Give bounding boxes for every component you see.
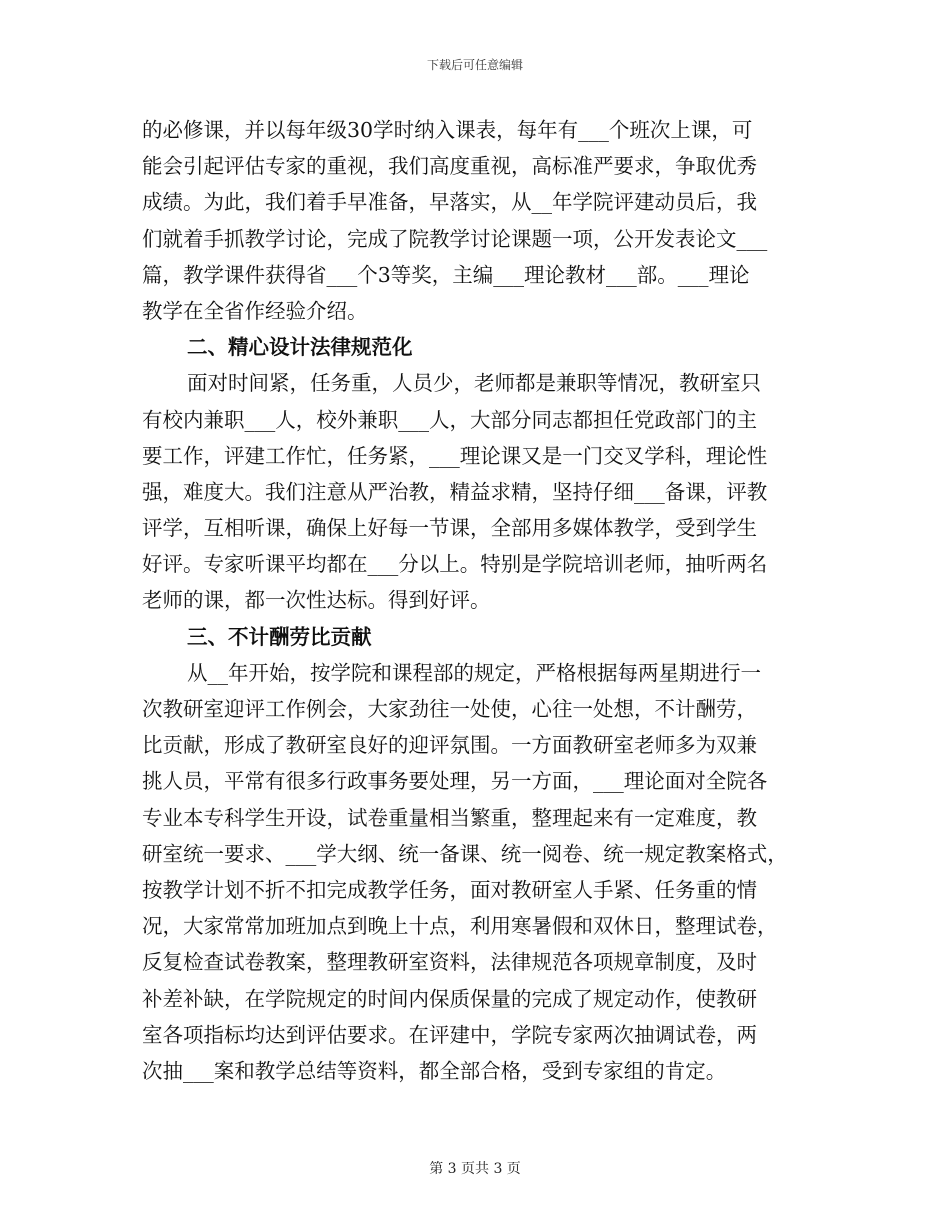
- page-footer: 第 3 页共 3 页: [429, 1161, 521, 1177]
- text-line: 从__年开始，按学院和课程部的规定，严格根据每两星期进行一: [187, 660, 761, 685]
- page-header: 下载后可任意编辑: [426, 58, 523, 72]
- text-line: 们就着手抓教学讨论，完成了院教学讨论课题一项，公开发表论文___: [142, 226, 768, 251]
- text-line: 况，大家常常加班加点到晚上十点，利用寒暑假和双休日，整理试卷，: [142, 914, 778, 939]
- section-heading: 二、精心设计法律规范化: [187, 335, 413, 360]
- text-line: 反复检查试卷教案，整理教研室资料，法律规范各项规章制度，及时: [142, 950, 757, 975]
- text-line: 专业本专科学生开设，试卷重量相当繁重，整理起来有一定难度，教: [142, 805, 757, 830]
- section-heading: 三、不计酬劳比贡献: [187, 624, 372, 649]
- text-line: 评学，互相听课，确保上好每一节课，全部用多媒体教学，受到学生: [142, 516, 757, 541]
- text-line: 的必修课，并以每年级30学时纳入课表，每年有___个班次上课，可: [142, 118, 753, 142]
- text-line: 次抽___案和教学总结等资料，都全部合格，受到专家组的肯定。: [142, 1058, 727, 1083]
- text-line: 强，难度大。我们注意从严治教，精益求精，坚持仔细___备课，评教: [142, 479, 768, 504]
- text-line: 次教研室迎评工作例会，大家劲往一处使，心往一处想，不计酬劳，: [142, 697, 757, 721]
- text-line: 能会引起评估专家的重视，我们高度重视，高标准严要求，争取优秀: [142, 154, 757, 179]
- text-line: 教学在全省作经验介绍。: [142, 298, 368, 323]
- document-body: [142, 112, 822, 1089]
- text-line: 篇，教学课件获得省___个3等奖，主编___理论教材___部。___理论: [142, 262, 750, 287]
- text-line: 成绩。为此，我们着手早准备，早落实，从__年学院评建动员后，我: [142, 190, 757, 215]
- text-line: 研室统一要求、___学大纲、统一备课、统一阅卷、统一规定教案格式，: [142, 841, 788, 866]
- text-line: 老师的课，都一次性达标。得到好评。: [142, 588, 491, 613]
- text-line: 好评。专家听课平均都在___分以上。特别是学院培训老师，抽听两名: [142, 552, 768, 577]
- text-line: 挑人员，平常有很多行政事务要处理，另一方面，___理论面对全院各: [142, 769, 768, 794]
- text-line: 面对时间紧，任务重，人员少，老师都是兼职等情况，教研室只: [187, 371, 761, 396]
- text-line: 室各项指标均达到评估要求。在评建中，学院专家两次抽调试卷，两: [142, 1022, 757, 1047]
- text-line: 按教学计划不折不扣完成教学任务，面对教研室人手紧、任务重的情: [142, 877, 757, 902]
- text-line: 要工作，评建工作忙，任务紧，___理论课又是一门交叉学科，理论性: [142, 443, 768, 468]
- text-line: 有校内兼职___人，校外兼职___人，大部分同志都担任党政部门的主: [142, 407, 757, 432]
- text-line: 补差补缺，在学院规定的时间内保质保量的完成了规定动作，使教研: [142, 986, 757, 1011]
- text-line: 比贡献，形成了教研室良好的迎评氛围。一方面教研室老师多为双兼: [142, 733, 757, 758]
